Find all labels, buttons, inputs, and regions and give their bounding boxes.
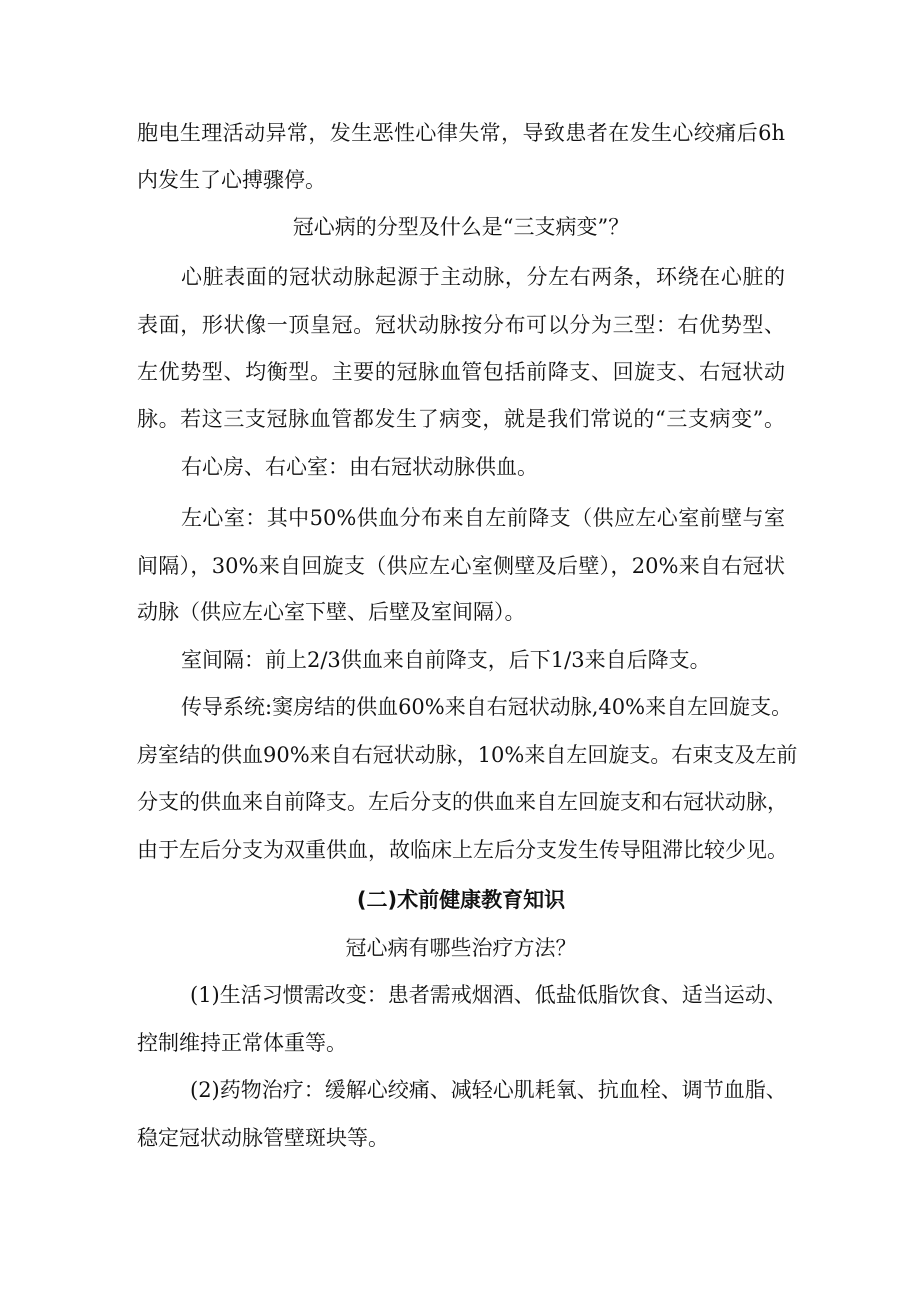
list-item: (2)药物治疗：缓解心绞痛、减轻心肌耗氧、抗血栓、调节血脂、 — [190, 1078, 787, 1102]
body-line: 室间隔：前上2/3供血来自前降支，后下1/3来自后降支。 — [181, 648, 711, 672]
section-question-heading: 冠心病的分型及什么是“三支病变”？ — [292, 215, 630, 239]
body-line: 内发生了心搏骤停。 — [137, 168, 326, 192]
body-line: 控制维持正常体重等。 — [137, 1031, 347, 1055]
body-line: 表面，形状像一顶皇冠。冠状动脉按分布可以分为三型：右优势型、 — [137, 313, 785, 337]
list-item: (1)生活习惯需改变：患者需戒烟酒、低盐低脂饮食、适当运动、 — [190, 983, 787, 1007]
body-line: 心脏表面的冠状动脉起源于主动脉，分左右两条，环绕在心脏的 — [181, 265, 785, 289]
body-line: 左优势型、均衡型。主要的冠脉血管包括前降支、回旋支、右冠状动 — [137, 360, 785, 384]
body-line: 左心室：其中50%供血分布来自左前降支（供应左心室前壁与室 — [181, 506, 785, 530]
body-line: 间隔），30%来自回旋支（供应左心室侧壁及后壁），20%来自右冠状 — [137, 554, 785, 578]
body-line: 分支的供血来自前降支。左后分支的供血来自左回旋支和右冠状动脉， — [137, 790, 788, 814]
body-line: 动脉（供应左心室下壁、后壁及室间隔）。 — [137, 600, 526, 624]
body-line: 脉。若这三支冠脉血管都发生了病变，就是我们常说的“三支病变”。 — [137, 407, 785, 431]
section-question-heading: 冠心病有哪些治疗方法？ — [345, 936, 577, 960]
body-line: 传导系统:窦房结的供血60%来自右冠状动脉,40%来自左回旋支。 — [181, 695, 793, 719]
body-line: 由于左后分支为双重供血，故临床上左后分支发生传导阻滞比较少见。 — [137, 838, 788, 862]
body-line: 房室结的供血90%来自右冠状动脉，10%来自左回旋支。右束支及左前 — [137, 743, 798, 767]
body-line: 胞电生理活动异常，发生恶性心律失常，导致患者在发生心绞痛后6h — [137, 121, 785, 145]
body-line: 右心房、右心室：由右冠状动脉供血。 — [181, 455, 538, 479]
body-line: 稳定冠状动脉管壁斑块等。 — [137, 1126, 389, 1150]
section-heading: (二)术前健康教育知识 — [356, 888, 566, 912]
